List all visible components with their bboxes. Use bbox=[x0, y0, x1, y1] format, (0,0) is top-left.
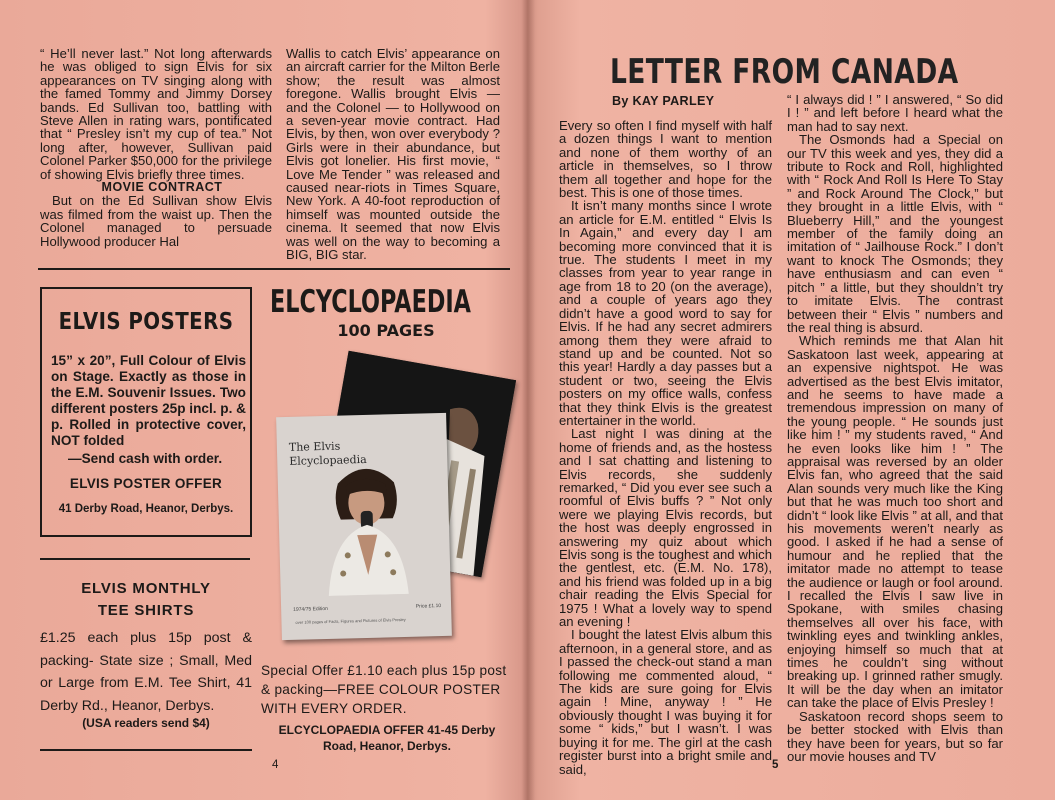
letter-paragraph: I bought the latest Elvis album this afternoon, in a general store, and as I passed the check-out stand a man following me commented aloud, “ The kids are sure going for Elvis again ! Mine, anyway ! ” He obviously thought I was buying it for some “ kids,” but I wasn’t. I was buying it for me. The girl at the cash register burst into a bright smile and said, bbox=[559, 627, 772, 777]
page-number-left: 4 bbox=[272, 759, 279, 771]
posters-ad-title: ELVIS POSTERS bbox=[58, 309, 234, 335]
article-paragraph: But on the Ed Sullivan show Elvis was filmed from the waist up. Then the Colonel managed to persuade Hollywood producer Hal bbox=[40, 193, 272, 249]
article-continuation-col2 bbox=[286, 47, 500, 262]
headline: LETTER FROM CANADA bbox=[610, 52, 959, 92]
posters-ad-send: —Send cash with order. bbox=[68, 451, 223, 466]
ency-offer-address-2: Road, Heanor, Derbys. bbox=[322, 739, 452, 753]
ency-offer-text: Special Offer £1.10 each plus 15p post & packing—FREE COLOUR POSTER WITH EVERY ORDER. bbox=[261, 663, 507, 716]
tee-ad-title-2: TEE SHIRTS bbox=[97, 602, 195, 619]
letter-col2 bbox=[787, 93, 1003, 763]
posters-ad-offer: ELVIS POSTER OFFER bbox=[69, 476, 223, 491]
tee-ad-usa: (USA readers send $4) bbox=[82, 716, 210, 730]
book-price: Price £1.10 bbox=[415, 603, 442, 610]
section-rule bbox=[38, 268, 510, 270]
letter-paragraph: Last night I was dining at the home of friends and, as the hostess and I sat chatting and listening to Elvis records, she suddenly remarked, “ Did you ever see such a roomful of Elvis buffs ? ” Not only were we playing Elvis records, but the host was deeply engrossed in answering my quiz about which Elvis song is the toughest and which the gentlest, etc. (E.M. No. 178), and his friend was folded up in a big chair reading the Elvis Special for 1975 ! What a lovely way to spend an evening ! bbox=[559, 426, 772, 630]
page-fold bbox=[521, 0, 535, 800]
book-title-2: Elcyclopaedia bbox=[289, 452, 367, 468]
tee-ad-body: £1.25 each plus 15p post & packing- State size ; Small, Med or Large from E.M. Tee Shirt, 41 Derby Rd., Heanor, Derbys. bbox=[40, 630, 252, 714]
byline: By KAY PARLEY bbox=[612, 94, 715, 108]
book-footer: over 100 pages of Facts, Figures and Pictures of Elvis Presley bbox=[295, 616, 406, 625]
article-paragraph: “ He’ll never last.” Not long afterwards he was obliged to sign Elvis for six appearances on TV singing along with the famed Tommy and Jimmy Dorsey bands. Ed Sullivan too, battling with Steve Allen in rating wars, pontificated that “ Presley isn’t my cup of tea.” Not long after, however, Sullivan paid Colonel Parker $50,000 for the privilege of showing Elvis briefly three times. bbox=[40, 46, 272, 182]
ency-offer-address-1: ELCYCLOPAEDIA OFFER 41-45 Derby bbox=[278, 723, 496, 737]
letter-paragraph: Which reminds me that Alan hit Saskatoon last week, appearing at an expensive nightspot. He was advertised as the best Elvis imitator, and he seems to have made a tremendous impression on many of the young people. “ He sounds just like him ! ” my students raved, “ And he even looks like him ! ” The appraisal was reversed by an older Elvis fan, who agreed that the said Alan sounds very much like the King but that he was much too short and didn’t “ look like Elvis ” at all, and that his movements weren’t nearly as good. I asked if he had a sense of humour and he replied that the imitator made no attempt to tease the audience or laugh or fool around. I recalled the Elvis I saw live in Spokane, with smiles chasing themselves all over his face, with twinkling eyes and twinkling ankles, enjoying himself so much that at times he couldn’t sing without breaking up. I grinned rather smugly. It will be the day when an imitator can take the place of Elvis Presley ! bbox=[787, 333, 1003, 711]
section-rule bbox=[40, 749, 252, 751]
subhead-movie-contract: MOVIE CONTRACT bbox=[101, 180, 223, 195]
book-edition: 1974/75 Edition bbox=[293, 605, 328, 613]
letter-paragraph: The Osmonds had a Special on our TV this week and yes, they did a tribute to Rock and Roll, highlighted with “ Rock And Roll Is Here To Stay ” and Rock Around The Clock,” but they brought in a little Elvis, with “ Blueberry Hill,” and the youngest member of the family doing an imitation of “ Jailhouse Rock.” I don’t want to knock The Osmonds; they have enthusiasm and can even “ pitch ” a little, but they shouldn’t try to imitate Elvis. The contrast between their “ Elvis ” numbers and the real thing is absurd. bbox=[787, 132, 1003, 335]
letter-col1 bbox=[559, 119, 772, 776]
letter-paragraph: Every so often I find myself with half a dozen things I want to mention and none of them worthy of an article in themselves, so I throw them all together and hope for the best. This is one of those times. bbox=[559, 118, 772, 201]
letter-paragraph: Saskatoon record shops seem to be better stocked with Elvis than they have been for years, but so far our movie houses and TV bbox=[787, 708, 1003, 764]
book-cover-photo bbox=[315, 454, 419, 597]
book-title-1: The Elvis bbox=[288, 439, 341, 454]
article-paragraph: Wallis to catch Elvis’ appearance on an aircraft carrier for the Milton Berle show; the result was almost foregone. Wallis brought Elvis — and the Colonel — to Hollywood on a seven-year movie contract. Had Elvis, by then, won over everybody ? Girls were in their abundance, but Elvis got lonelier. His first movie, “ Love Me Tender ” was released and caused near-riots in Times Square, New York. A 40-foot reproduction of himself was mounted outside the cinema. It seemed that now Elvis was well on the way to becoming a BIG, BIG star. bbox=[286, 46, 500, 263]
page-number-right: 5 bbox=[772, 759, 779, 771]
ency-ad-title: ELCYCLOPAEDIA bbox=[270, 284, 471, 320]
tee-ad-title-1: ELVIS MONTHLY bbox=[81, 580, 211, 597]
ency-ad-pages: 100 PAGES bbox=[337, 321, 435, 340]
posters-ad-address: 41 Derby Road, Heanor, Derbys. bbox=[58, 503, 234, 515]
book-cover bbox=[276, 413, 452, 640]
posters-ad-body: 15” x 20”, Full Colour of Elvis on Stage. Exactly as those in the E.M. Souvenir Issues. Two different posters 25p incl. p. & p. Rolled in protective cover, NOT folded bbox=[51, 353, 246, 448]
posters-ad bbox=[40, 287, 252, 537]
section-rule bbox=[40, 558, 250, 560]
letter-paragraph: It isn’t many months since I wrote an article for E.M. entitled “ Elvis Is In Again,” and every day I am becoming more convinced that it is true. The students I meet in my classes from year to year range in age from 18 to 20 (on the average), and a couple of years ago they didn’t have a good word to say for Elvis. If he had any secret admirers among them they were afraid to stand up and be counted. Not so this year! Hardly a day passes but a student or two, seeing the Elvis posters on my office walls, confess that they think Elvis is the greatest entertainer in the world. bbox=[559, 198, 772, 428]
letter-paragraph: “ I always did ! ” I answered, “ So did I ! ” and left before I heard what the man had to say next. bbox=[787, 92, 1003, 134]
article-continuation-col1 bbox=[40, 47, 272, 248]
